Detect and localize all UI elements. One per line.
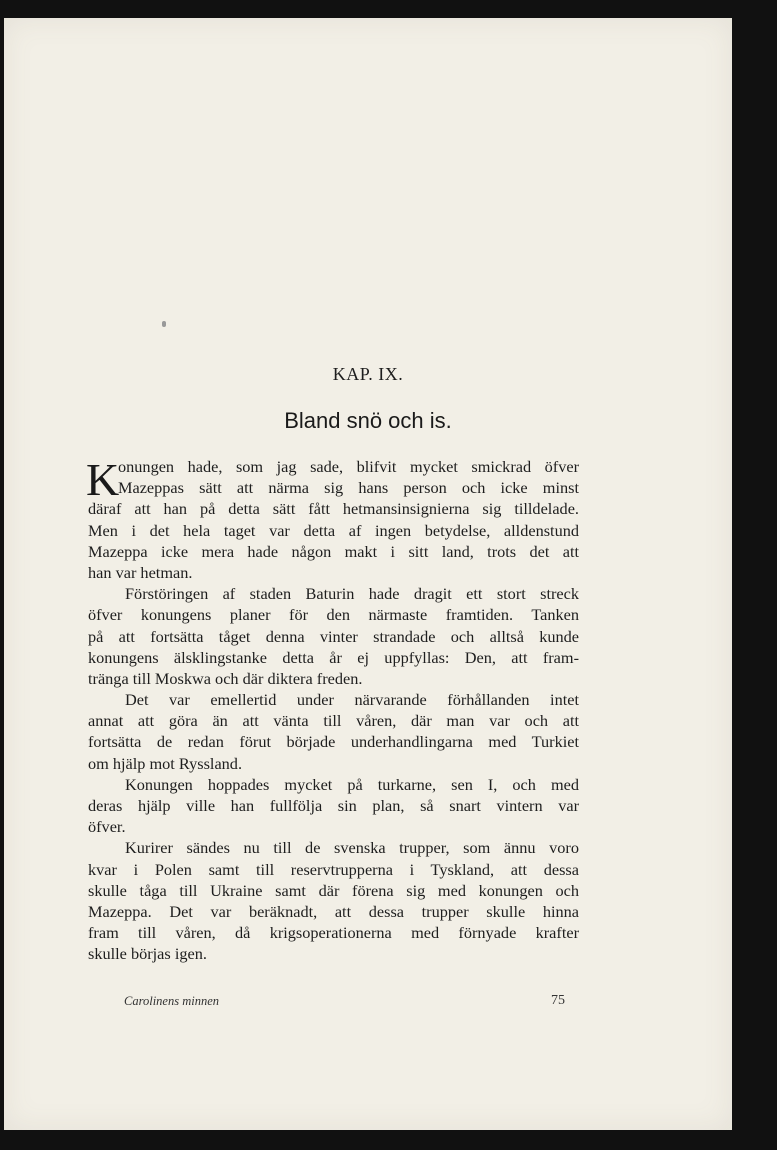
text-line: Kurirer sändes nu till de svenska trupper, som ännu voro	[125, 838, 579, 858]
text-line: Förstöringen af staden Baturin hade dragit ett stort streck	[125, 584, 579, 604]
text-line: Konungen hoppades mycket på turkarne, sen I, och med	[125, 774, 579, 794]
text-line: Mazeppa icke mera hade någon makt i sitt land, trots det att	[88, 541, 579, 561]
footer-book-title: Carolinens minnen	[124, 994, 220, 1008]
text-line: skulle börjas igen.	[88, 944, 207, 964]
text-line: däraf att han på detta sätt fått hetmansinsignierna sig tilldelade.	[88, 499, 579, 519]
chapter-title: Bland snö och is.	[284, 408, 452, 433]
text-line: om hjälp mot Ryssland.	[88, 753, 243, 773]
body-text	[88, 456, 579, 965]
text-line: Mazeppa. Det var beräknadt, att dessa trupper skulle hinna	[88, 901, 579, 921]
text-line: Men i det hela taget var detta af ingen betydelse, alldenstund	[88, 520, 579, 540]
text-line: Det var emellertid under närvarande förhållanden intet	[125, 690, 579, 710]
paper-speck	[162, 321, 166, 327]
text-line: fortsätta de redan förut började underhandlingarna med Turkiet	[88, 732, 579, 752]
text-line: han var hetman.	[88, 562, 193, 582]
drop-cap: K	[86, 454, 120, 505]
text-line: onungen hade, som jag sade, blifvit mycket smickrad öfver	[118, 457, 579, 476]
text-line: annat att göra än att vänta till våren, där man var och att	[88, 711, 579, 731]
text-line: öfver.	[88, 817, 126, 837]
text-line: på att fortsätta tåget denna vinter strandade och alltså kunde	[88, 626, 579, 646]
page-number: 75	[551, 993, 565, 1008]
text-line: Mazeppas sätt att närma sig hans person och icke minst	[118, 478, 579, 498]
text-line: öfver konungens planer för den närmaste framtiden. Tanken	[88, 605, 579, 625]
text-line: fram till våren, då krigsoperationerna med förnyade krafter	[88, 923, 579, 943]
text-line: deras hjälp ville han fullfölja sin plan, så snart vintern var	[88, 796, 579, 815]
text-line: konungens älsklingstanke detta år ej uppfyllas: Den, att fram-	[88, 647, 579, 667]
text-line: tränga till Moskwa och där diktera freden.	[88, 668, 363, 688]
text-line: kvar i Polen samt till reservtrupperna i Tyskland, att dessa	[88, 859, 579, 879]
chapter-heading: KAP. IX.	[332, 364, 404, 384]
text-line: skulle tåga till Ukraine samt där förena sig med konungen och	[88, 880, 579, 900]
book-page	[4, 18, 732, 1130]
